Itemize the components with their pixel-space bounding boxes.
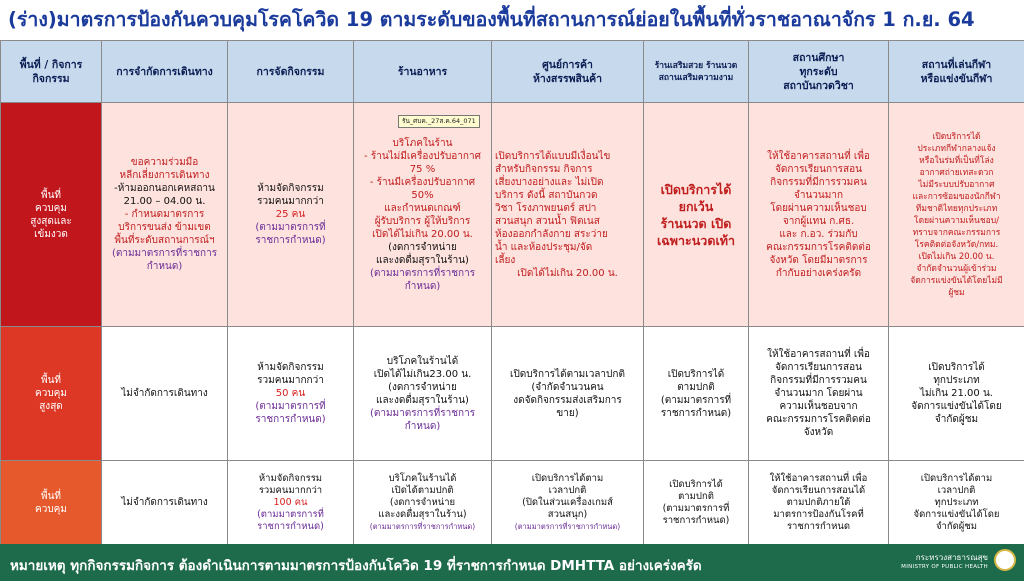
header-mall <box>492 41 644 103</box>
cell-line: กำหนด) <box>404 280 441 292</box>
cell-line: จำกัดจำนวนผู้เข้าร่วม <box>916 263 997 274</box>
cell-line: เปิดบริการได้ <box>928 362 985 373</box>
cell-line: จำนวนมาก <box>793 189 844 201</box>
zone-name-line: เข้มงวด <box>34 228 68 240</box>
zone-name-line: พื้นที่ <box>40 375 62 386</box>
cell-line: จัดการเรียนการสอนได้ <box>771 484 866 496</box>
ministry-name-en: MINISTRY OF PUBLIC HEALTH <box>901 564 988 570</box>
header-education-line: สถาบันกวดวิชา <box>783 79 854 92</box>
cell-line: ห้ามจัดกิจกรรม <box>257 362 324 373</box>
cell-line: ไม่จำกัดการเดินทาง <box>121 497 208 508</box>
cell-line: (งดการจำหน่าย <box>388 381 457 393</box>
cell-line: ราชการกำหนด) <box>255 235 326 246</box>
cell-line: เฉพาะนวดเท้า <box>657 232 735 248</box>
cell-line: จัดการเรียนการสอน <box>775 163 862 175</box>
cell-line: และงดดื่มสุราในร้าน) <box>376 254 469 266</box>
cell-line: จำกัดผู้ชม <box>934 414 979 425</box>
cell-line: รวมคนมากกว่า <box>257 375 324 386</box>
cell-line: พื้นที่ระดับสถานการณ์ฯ <box>114 235 215 246</box>
cell-line: หลีกเลี่ยงการเดินทาง <box>119 170 210 181</box>
header-sport <box>889 41 1024 103</box>
cell-line: เปิดได้ตามปกติ <box>391 484 454 496</box>
restaurant-cell <box>354 103 492 327</box>
zone-name <box>1 327 102 461</box>
header-travel: การจำกัดการเดินทาง <box>102 41 228 103</box>
cell-line: ราชการกำหนด) <box>257 520 324 532</box>
moph-emblem-icon <box>994 549 1016 571</box>
cell-line: (ตามมาตรการที่ราชการ <box>369 267 476 279</box>
cell-line: สำหรับกิจกรรม กิจการ <box>495 163 593 175</box>
cell-line: ราชการกำหนด) <box>255 414 326 425</box>
cell-line: ขาย) <box>556 407 579 419</box>
cell-line: - ร้านมีเครื่องปรับอากาศ <box>369 176 476 188</box>
restaurant-cell <box>354 327 492 461</box>
cell-line: (ตามมาตรการที่ราชการกำหนด) <box>369 521 476 531</box>
cell-line: เปิดบริการได้ <box>932 131 981 142</box>
travel-cell <box>102 461 228 545</box>
cell-line: และงดดื่มสุราในร้าน) <box>376 394 469 406</box>
header-restaurant: ร้านอาหาร <box>354 41 492 103</box>
cell-line: ร้านนวด เปิด <box>660 215 732 231</box>
cell-line: อากาศถ่ายเทสะดวก <box>919 167 994 178</box>
document-stamp: รัน_ศบค._27ส.ค.64_071 <box>398 115 480 128</box>
cell-line: ยกเว้น <box>678 198 714 214</box>
education-cell <box>749 461 889 545</box>
zone-name-line: ควบคุม <box>35 503 67 515</box>
cell-line: จังหวัด โดยมีมาตรการ <box>769 254 868 266</box>
beauty-cell <box>644 103 749 327</box>
cell-line: (ปิดในส่วนเครื่องเกมส์ <box>522 496 613 508</box>
header-area: พื้นที่ / กิจการ กิจกรรม <box>1 41 102 103</box>
cell-line: ห้ามจัดกิจกรรม <box>257 183 324 194</box>
zone-name <box>1 103 102 327</box>
cell-line: โดยผ่านความเห็นชอบ/ <box>914 215 999 226</box>
cell-line: เปิดได้ไม่เกิน 20.00 น. <box>372 228 473 240</box>
zone-name-line: ควบคุม <box>35 388 67 399</box>
cell-line: คณะกรรมการโรคติดต่อ <box>766 241 871 253</box>
cell-line: จากผู้แทน ก.ศธ. <box>782 215 855 227</box>
cell-line: - ร้านไม่มีเครื่องปรับอากาศ <box>364 150 481 162</box>
cell-line: จัดการแข่งขันได้โดย <box>911 401 1002 412</box>
travel-cell <box>102 327 228 461</box>
cell-line: คณะกรรมการโรคติดต่อ <box>766 414 871 425</box>
activity-cell <box>228 103 354 327</box>
cell-line: จัดการแข่งขันได้โดยไม่มี <box>910 275 1003 286</box>
page-title: (ร่าง)มาตรการป้องกันควบคุมโรคโควิด 19 ตามระดับของพื้นที่สถานการณ์ย่อยในพื้นที่ทั่วราชอาณาจักร 1 ก.ย. 64 <box>0 0 1024 40</box>
cell-line: 75 % <box>409 163 436 175</box>
beauty-cell <box>644 327 749 461</box>
cell-line: โรคติดต่อจังหวัด/กทม. <box>914 239 999 250</box>
cell-line: ตามปกติภายใต้ <box>786 496 851 508</box>
zone-row-maximum <box>1 327 1024 461</box>
cell-line: จำนวนมาก โดยผ่าน <box>774 388 863 399</box>
header-row <box>1 41 1024 103</box>
cell-line: กำหนด) <box>404 420 441 432</box>
cell-line: ขอความร่วมมือ <box>130 157 199 168</box>
cell-line: น้ำ และห้องประชุม/จัด <box>495 241 593 253</box>
cell-line: บริการขนส่ง ข้ามเขต <box>118 222 211 233</box>
sport-cell <box>889 461 1024 545</box>
beauty-cell <box>644 461 749 545</box>
header-mall-line: ห้างสรรพสินค้า <box>532 72 603 85</box>
cell-line: ราชการกำหนด) <box>660 407 732 419</box>
mall-cell <box>492 461 644 545</box>
header-education-line: สถานศึกษา <box>792 51 845 64</box>
cell-line: บริการ ดังนี้ สถาบันกวด <box>495 189 598 201</box>
cell-line: ราชการกำหนด <box>786 520 851 532</box>
header-education <box>749 41 889 103</box>
cell-line: เปิดบริการได้ตาม <box>531 472 604 484</box>
cell-line: เปิดบริการได้แบบมีเงื่อนไข <box>495 150 611 162</box>
cell-line: จัดการแข่งขันได้โดย <box>913 508 1000 520</box>
cell-line: เลี้ยง <box>495 254 516 266</box>
cell-line: ตามปกติ <box>677 381 715 393</box>
header-beauty: ร้านเสริมสวย ร้านนวด สถานเสริมความงาม <box>644 41 749 103</box>
mall-cell <box>492 327 644 461</box>
zone-name-line: พื้นที่ <box>40 189 62 201</box>
cell-line: (ตามมาตรการที่ราชการ <box>369 407 476 419</box>
cell-line: ไม่มีระบบปรับอากาศ <box>918 179 995 190</box>
cell-line: 25 คน <box>275 209 306 220</box>
ministry-logo <box>878 549 1016 576</box>
education-cell <box>749 103 889 327</box>
cell-line: จังหวัด <box>803 427 834 438</box>
cell-line: -ห้ามออกนอกเคหสถาน <box>114 183 215 194</box>
cell-line: 50 คน <box>275 388 306 399</box>
zone-name-line: ควบคุม <box>35 202 67 214</box>
zone-name-line: พื้นที่ <box>40 490 62 502</box>
cell-line: เปิดบริการได้ <box>669 478 723 490</box>
measures-table <box>0 40 1024 545</box>
travel-cell <box>102 103 228 327</box>
footer-note: หมายเหตุ ทุกกิจกรรมกิจการ ต้องดำเนินการตามมาตรการป้องกันโควิด 19 ที่ราชการกำหนด DMHTTA อย่างเคร่งครัด <box>10 558 702 574</box>
cell-line: เปิดบริการได้ <box>660 181 732 197</box>
header-sport-line: หรือแข่งขันกีฬา <box>920 72 993 85</box>
cell-line: รวมคนมากกว่า <box>258 484 323 496</box>
cell-line: ให้ใช้อาคารสถานที่ เพื่อ <box>767 349 870 360</box>
activity-cell <box>228 461 354 545</box>
cell-line: ความเห็นชอบจาก <box>779 401 858 412</box>
cell-line: มาตรการป้องกันโรคที่ <box>773 508 864 520</box>
cell-line: ตามปกติ <box>678 490 714 502</box>
cell-line: 50% <box>411 189 434 201</box>
cell-line: (ตามมาตรการที่ราชการกำหนด) <box>514 521 621 531</box>
cell-line: ประเภทกีฬากลางแจ้ง <box>917 143 996 154</box>
cell-line: (ตามมาตรการที่ <box>257 508 324 520</box>
cell-line: เวลาปกติ <box>548 484 587 496</box>
cell-line: ให้ใช้อาคารสถานที่ เพื่อ <box>769 472 868 484</box>
cell-line: บริโภคในร้านได้ <box>388 472 457 484</box>
cell-line: บริโภคในร้าน <box>392 137 453 149</box>
cell-line: กิจกรรมที่มีการรวมคน <box>770 176 867 188</box>
cell-line: และกำหนดเกณฑ์ <box>384 202 461 214</box>
cell-line: เปิดบริการได้ตาม <box>920 472 993 484</box>
cell-line: ทุกประเภท <box>934 496 979 508</box>
cell-line: ผู้รับบริการ ผู้ให้บริการ <box>374 215 471 227</box>
sport-cell <box>889 103 1024 327</box>
cell-line: รวมคนมากกว่า <box>257 196 324 207</box>
zone-row-control <box>1 461 1024 545</box>
cell-line: ห้ามจัดกิจกรรม <box>258 472 323 484</box>
cell-line: (ตามมาตรการที่ราชการ <box>111 248 218 259</box>
cell-line: ให้ใช้อาคารสถานที่ เพื่อ <box>767 150 870 162</box>
header-mall-line: ศูนย์การค้า <box>542 58 593 71</box>
zone-name-line: สูงสุด <box>39 401 63 412</box>
cell-line: ทุกประเภท <box>933 375 980 386</box>
header-education-line: ทุกระดับ <box>799 65 838 78</box>
restaurant-cell <box>354 461 492 545</box>
zone-name <box>1 461 102 545</box>
cell-line: บริโภคในร้านได้ <box>386 355 459 367</box>
cell-line: ทีมชาติไทยทุกประเภท <box>915 203 998 214</box>
cell-line: กิจกรรมที่มีการรวมคน <box>770 375 867 386</box>
footer-bar <box>0 544 1024 581</box>
zone-name-line: สูงสุดและ <box>30 215 72 227</box>
cell-line: เปิดได้ไม่เกิน 20.00 น. <box>517 267 618 279</box>
cell-line: หรือในร่มที่เป็นที่โล่ง <box>919 155 994 166</box>
cell-line: และการซ้อมของนักกีฬา <box>912 191 1001 202</box>
cell-line: เปิดไม่เกิน 20.00 น. <box>918 251 995 262</box>
activity-cell <box>228 327 354 461</box>
zone-row-strict <box>1 103 1024 327</box>
cell-line: งดจัดกิจกรรมส่งเสริมการ <box>513 394 622 406</box>
cell-line: โดยผ่านความเห็นชอบ <box>770 202 867 214</box>
cell-line: 21.00 – 04.00 น. <box>123 196 206 207</box>
cell-line: ห้องออกกำลังกาย สระว่าย <box>495 228 608 240</box>
cell-line: เปิดได้ไม่เกิน23.00 น. <box>373 368 472 380</box>
cell-line: เวลาปกติ <box>937 484 976 496</box>
cell-line: เปิดบริการได้ <box>667 368 725 380</box>
cell-line: และ ก.อว. ร่วมกับ <box>779 228 858 240</box>
cell-line: กำกับอย่างเคร่งครัด <box>775 267 862 279</box>
cell-line: (งดการจำหน่าย <box>388 241 457 253</box>
sport-cell <box>889 327 1024 461</box>
cell-line: เสี่ยงบางอย่างและ ไม่เปิด <box>495 176 604 188</box>
cell-line: วิชา โรงภาพยนตร์ สปา <box>495 202 597 214</box>
cell-line: สวนสนุก) <box>547 508 588 520</box>
cell-line: ไม่จำกัดการเดินทาง <box>121 388 208 399</box>
cell-line: (ตามมาตรการที่ <box>255 401 326 412</box>
cell-line: กำหนด) <box>146 261 183 272</box>
cell-line: สวนสนุก สวนน้ำ ฟิตเนส <box>495 215 600 227</box>
education-cell <box>749 327 889 461</box>
cell-line: (ตามมาตรการที่ <box>660 394 732 406</box>
cell-line: และงดดื่มสุราในร้าน) <box>378 508 467 520</box>
cell-line: (ตามมาตรการที่ <box>255 222 326 233</box>
cell-line: จัดการเรียนการสอน <box>775 362 862 373</box>
cell-line: ไม่เกิน 21.00 น. <box>920 388 993 399</box>
header-activity: การจัดกิจกรรม <box>228 41 354 103</box>
cell-line: - กำหนดมาตรการ <box>124 209 205 220</box>
header-sport-line: สถานที่เล่นกีฬา <box>921 58 992 71</box>
cell-line: (ตามมาตรการที่ <box>662 502 730 514</box>
cell-line: (งดการจำหน่าย <box>389 496 456 508</box>
cell-line: เปิดบริการได้ตามเวลาปกติ <box>510 368 625 380</box>
cell-line: (จำกัดจำนวนคน <box>531 381 604 393</box>
cell-line: 100 คน <box>273 496 308 508</box>
mall-cell <box>492 103 644 327</box>
cell-line: จำกัดผู้ชม <box>935 520 978 532</box>
cell-line: ราชการกำหนด) <box>662 514 730 526</box>
cell-line: ทราบจากคณะกรรมการ <box>912 227 1001 238</box>
ministry-name-th: กระทรวงสาธารณสุข <box>915 553 988 562</box>
cell-line: ผู้ชม <box>948 287 965 298</box>
